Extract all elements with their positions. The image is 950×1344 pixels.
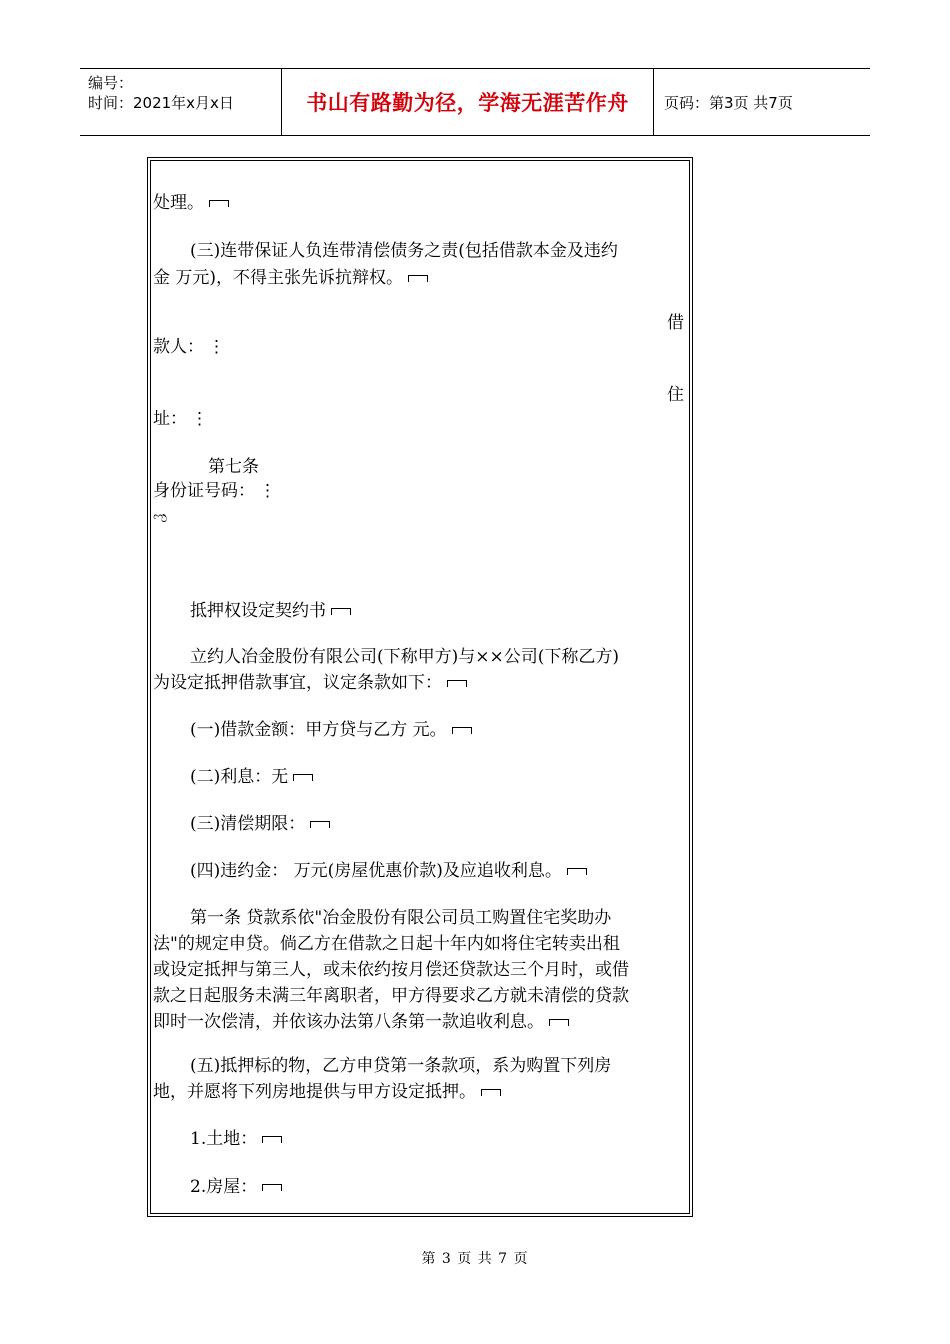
dotted-mark-icon: ⋮ <box>208 337 225 357</box>
paragraph-mark-icon <box>481 1089 501 1096</box>
dotted-mark-icon: ⋮ <box>191 409 208 429</box>
text-line: (一)借款金额：甲方贷与乙方 元。 <box>190 715 472 740</box>
text-line: (二)利息：无 <box>190 762 313 787</box>
text-line: 款之日起服务未满三年离职者，甲方得要求乙方就未清偿的贷款 <box>153 986 629 1006</box>
header-meta <box>80 69 282 135</box>
text-line: 法"的规定申贷。倘乙方在借款之日起十年内如将住宅转卖出租 <box>153 934 620 954</box>
page-footer: 第 3 页 共 7 页 <box>421 1251 529 1267</box>
paragraph-mark-icon <box>331 608 351 615</box>
text-line: (三)清偿期限： <box>190 809 330 834</box>
text-line: 即时一次偿清，并依该办法第八条第一款追收利息。 <box>153 1007 569 1032</box>
text-line: 2.房屋： <box>190 1172 282 1197</box>
text-line: 住 <box>667 385 684 405</box>
text-line: 身份证号码： ⋮ <box>153 481 276 501</box>
paragraph-mark-icon <box>447 680 467 687</box>
paragraph-mark-icon <box>310 821 330 828</box>
paragraph-mark-icon <box>209 200 229 207</box>
text-line: (五)抵押标的物，乙方申贷第一条款项，系为购置下列房 <box>190 1056 612 1076</box>
text-line: 抵押权设定契约书 <box>190 596 351 621</box>
curl-mark-icon: ಌ <box>153 508 168 526</box>
text-line: 第一条 贷款系依"冶金股份有限公司员工购置住宅奖助办 <box>190 908 612 928</box>
page-header <box>80 68 870 136</box>
document-number-label: 编号： <box>88 74 134 92</box>
text-line: 立约人冶金股份有限公司(下称甲方)与××公司(下称乙方) <box>190 647 620 667</box>
paragraph-mark-icon <box>408 275 428 282</box>
text-line: 处理。 <box>153 188 229 213</box>
dotted-mark-icon: ⋮ <box>259 481 276 501</box>
header-motto: 书山有路勤为径，学海无涯苦作舟 <box>282 69 654 135</box>
document-time-label: 时间：2021年x月x日 <box>88 94 234 112</box>
paragraph-mark-icon <box>262 1184 282 1191</box>
content-frame <box>147 157 693 1217</box>
text-line: 借 <box>667 313 684 333</box>
document-body <box>148 158 692 1216</box>
text-line: 为设定抵押借款事宜，议定条款如下： <box>153 668 467 693</box>
paragraph-mark-icon <box>549 1019 569 1026</box>
text-line: 地，并愿将下列房地提供与甲方设定抵押。 <box>153 1077 501 1102</box>
header-page-number: 页码：第3页 共7页 <box>664 93 793 112</box>
paragraph-mark-icon <box>452 727 472 734</box>
text-line: 金 万元)，不得主张先诉抗辩权。 <box>153 263 428 288</box>
text-line: 或设定抵押与第三人，或未依约按月偿还贷款达三个月时，或借 <box>153 960 629 980</box>
paragraph-mark-icon <box>293 774 313 781</box>
text-line: (四)违约金： 万元(房屋优惠价款)及应追收利息。 <box>190 856 587 881</box>
text-line: 1.土地： <box>190 1124 282 1149</box>
paragraph-mark-icon <box>567 868 587 875</box>
text-line: 第七条 <box>208 457 259 477</box>
paragraph-mark-icon <box>262 1136 282 1143</box>
text-line: 址： ⋮ <box>153 409 208 429</box>
text-line: (三)连带保证人负连带清偿债务之责(包括借款本金及违约 <box>190 241 618 261</box>
text-line: 款人： ⋮ <box>153 337 225 357</box>
